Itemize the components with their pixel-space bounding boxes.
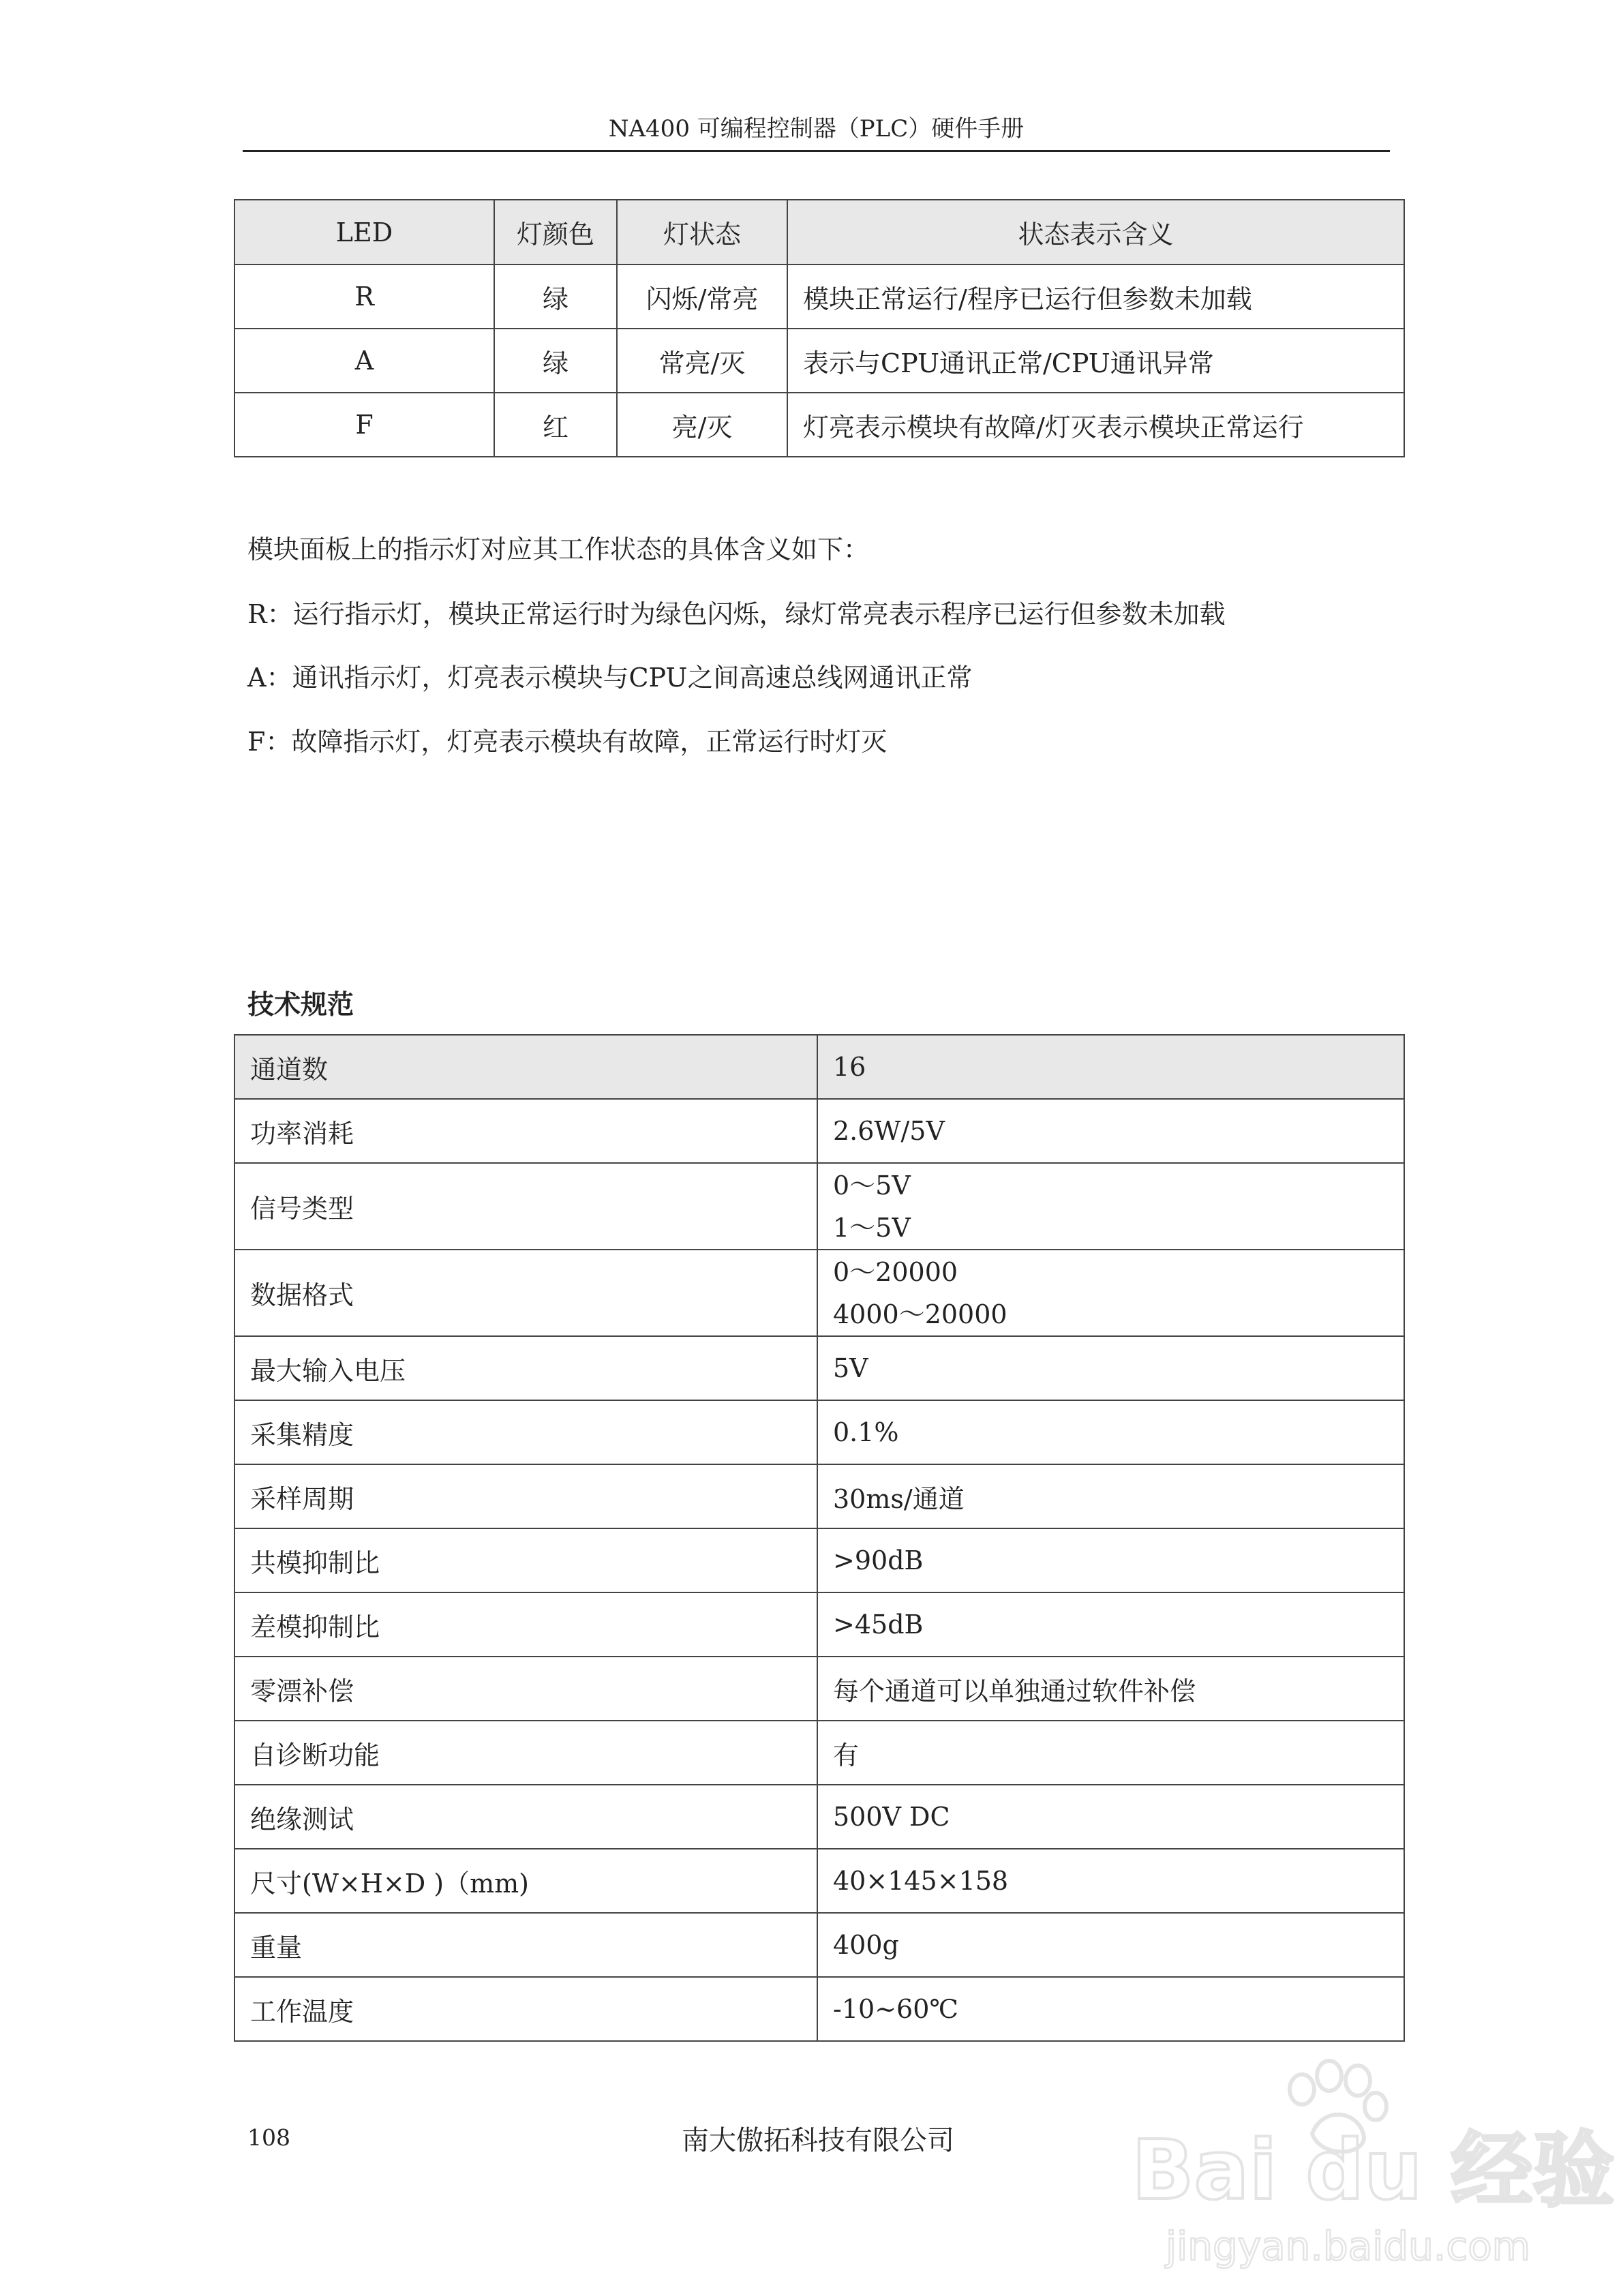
led-meaning: 表示与CPU通讯正常/CPU通讯异常 xyxy=(787,329,1404,393)
page-header-title: NA400 可编程控制器（PLC）硬件手册 xyxy=(608,115,1025,142)
page-number: 108 xyxy=(247,2124,290,2151)
table-row xyxy=(234,1400,1404,1464)
spec-label: 功率消耗 xyxy=(234,1099,817,1163)
led-name: R xyxy=(234,265,494,329)
spec-label: 自诊断功能 xyxy=(234,1721,817,1785)
table-row xyxy=(234,329,1404,393)
table-row xyxy=(234,1528,1404,1592)
spec-value: -10~60℃ xyxy=(817,1977,1404,2041)
led-color: 绿 xyxy=(494,265,617,329)
led-name: F xyxy=(234,393,494,457)
table-row xyxy=(234,1099,1404,1163)
spec-value: 每个通道可以单独通过软件补偿 xyxy=(817,1657,1404,1721)
table-row xyxy=(234,1250,1404,1336)
spec-value-line: 1～5V xyxy=(833,1212,911,1243)
spec-value: 有 xyxy=(817,1721,1404,1785)
spec-label: 采样周期 xyxy=(234,1464,817,1528)
led-name: A xyxy=(234,329,494,393)
table-row xyxy=(234,1849,1404,1913)
spec-value xyxy=(817,1163,1404,1250)
spec-value: 400g xyxy=(817,1913,1404,1977)
spec-section-heading: 技术规范 xyxy=(247,990,354,1021)
table-row xyxy=(234,1657,1404,1721)
spec-value: 0.1% xyxy=(817,1400,1404,1464)
spec-value: 30ms/通道 xyxy=(817,1464,1404,1528)
spec-label: 数据格式 xyxy=(234,1250,817,1336)
spec-value: >45dB xyxy=(817,1592,1404,1657)
spec-label: 信号类型 xyxy=(234,1163,817,1250)
spec-label: 绝缘测试 xyxy=(234,1785,817,1849)
spec-label: 重量 xyxy=(234,1913,817,1977)
spec-value: 16 xyxy=(817,1035,1404,1099)
table-row xyxy=(234,1785,1404,1849)
led-state: 亮/灭 xyxy=(617,393,787,457)
table-row xyxy=(234,1721,1404,1785)
table-row xyxy=(234,1035,1404,1099)
meaning-col-header: 状态表示含义 xyxy=(787,200,1404,265)
led-state: 常亮/灭 xyxy=(617,329,787,393)
spec-table xyxy=(234,1034,1405,2042)
led-table-header-row xyxy=(234,200,1404,265)
led-status-table xyxy=(234,199,1405,457)
led-meaning: 灯亮表示模块有故障/灯灭表示模块正常运行 xyxy=(787,393,1404,457)
watermark-brand: Bai du 经验 xyxy=(1132,2124,1615,2218)
table-row xyxy=(234,1464,1404,1528)
led-a-description: A：通讯指示灯，灯亮表示模块与CPU之间高速总线网通讯正常 xyxy=(247,663,973,693)
spec-value: 40×145×158 xyxy=(817,1849,1404,1913)
spec-value: 2.6W/5V xyxy=(817,1099,1404,1163)
spec-value: >90dB xyxy=(817,1528,1404,1592)
table-row xyxy=(234,1163,1404,1250)
header-divider xyxy=(243,150,1390,152)
led-col-header: LED xyxy=(234,200,494,265)
spec-label: 采集精度 xyxy=(234,1400,817,1464)
color-col-header: 灯颜色 xyxy=(494,200,617,265)
spec-value-line: 0～20000 xyxy=(833,1256,958,1287)
led-color: 绿 xyxy=(494,329,617,393)
state-col-header: 灯状态 xyxy=(617,200,787,265)
led-state: 闪烁/常亮 xyxy=(617,265,787,329)
led-f-description: F：故障指示灯，灯亮表示模块有故障，正常运行时灯灭 xyxy=(247,727,888,757)
spec-label: 零漂补偿 xyxy=(234,1657,817,1721)
table-row xyxy=(234,1913,1404,1977)
spec-label: 工作温度 xyxy=(234,1977,817,2041)
led-meaning: 模块正常运行/程序已运行但参数未加载 xyxy=(787,265,1404,329)
footer-company-name: 南大傲拓科技有限公司 xyxy=(682,2125,954,2156)
led-intro-paragraph: 模块面板上的指示灯对应其工作状态的具体含义如下： xyxy=(247,534,870,564)
spec-value-line: 4000～20000 xyxy=(833,1299,1007,1329)
table-row xyxy=(234,1977,1404,2041)
spec-label: 最大输入电压 xyxy=(234,1336,817,1400)
baidu-jingyan-watermark xyxy=(1118,2052,1615,2277)
table-row xyxy=(234,393,1404,457)
spec-label: 尺寸(W×H×D )（mm) xyxy=(234,1849,817,1913)
spec-label: 差模抑制比 xyxy=(234,1592,817,1657)
table-row xyxy=(234,265,1404,329)
spec-label: 共模抑制比 xyxy=(234,1528,817,1592)
led-color: 红 xyxy=(494,393,617,457)
spec-label: 通道数 xyxy=(234,1035,817,1099)
spec-value xyxy=(817,1250,1404,1336)
table-row xyxy=(234,1592,1404,1657)
spec-value-line: 0～5V xyxy=(833,1170,911,1200)
led-r-description: R：运行指示灯，模块正常运行时为绿色闪烁，绿灯常亮表示程序已运行但参数未加载 xyxy=(247,599,1226,629)
spec-value: 500V DC xyxy=(817,1785,1404,1849)
watermark-url: jingyan.baidu.com xyxy=(1166,2223,1531,2269)
spec-value: 5V xyxy=(817,1336,1404,1400)
table-row xyxy=(234,1336,1404,1400)
